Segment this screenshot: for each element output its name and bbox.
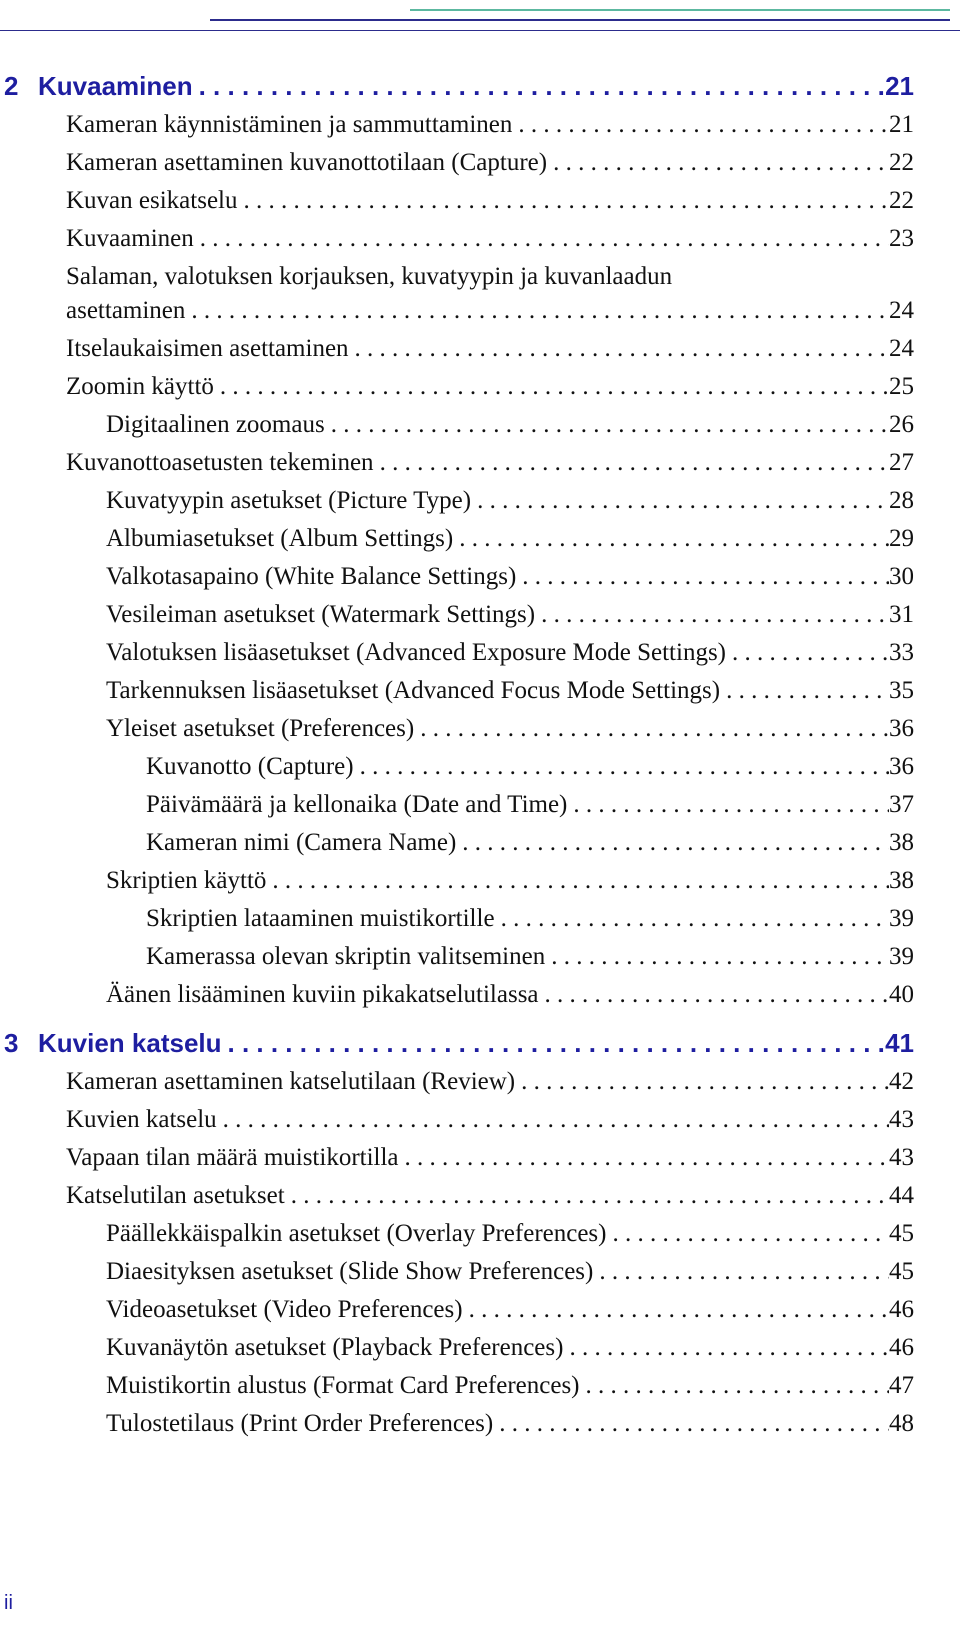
toc-entry-title: Kuvien katselu [66,1106,217,1133]
toc-entry-page: 45 [889,1220,914,1247]
toc-entry-page: 26 [889,411,914,438]
toc-entry[interactable] [106,1257,914,1287]
toc-entry-page: 37 [889,791,914,818]
toc-entry-title: Kuvanottoasetusten tekeminen [66,449,374,476]
toc-entry-page: 36 [889,753,914,780]
toc-entry-page: 44 [889,1182,914,1209]
toc-entry[interactable] [106,524,914,554]
toc-entry-page: 29 [889,525,914,552]
toc-entry-title: Valkotasapaino (White Balance Settings) [106,563,517,590]
toc-entry-title: Vesileiman asetukset (Watermark Settings) [106,601,536,628]
dot-leader [580,1371,889,1401]
toc-entry-page: 38 [889,829,914,856]
toc-entry-title: Kameran asettaminen kuvanottotilaan (Capture) [66,149,548,176]
toc-entry-title: Yleiset asetukset (Preferences) [106,715,415,742]
toc-entry[interactable] [106,1409,914,1439]
toc-entry-title: Videoasetukset (Video Preferences) [106,1296,463,1323]
dot-leader [547,148,889,178]
toc-entry[interactable] [146,904,914,934]
toc-entry[interactable] [106,676,914,706]
toc-entry[interactable] [146,942,914,972]
dot-leader [414,714,889,744]
toc-entry-title: Katselutilan asetukset [66,1182,285,1209]
toc-entry[interactable] [66,1105,914,1135]
dot-leader [563,1333,889,1363]
toc-entry-page: 43 [889,1106,914,1133]
toc-entry-page: 47 [889,1372,914,1399]
dot-leader [593,1257,889,1287]
toc-entry-title: Kuvaaminen [66,225,194,252]
dot-leader [285,1181,889,1211]
dot-leader [495,904,889,934]
dot-leader [471,486,889,516]
toc-entry[interactable] [106,1333,914,1363]
toc-entry-page: 30 [889,563,914,590]
dot-leader [217,1105,889,1135]
toc-entry-page: 48 [889,1410,914,1437]
toc-entry[interactable] [66,334,914,364]
toc-entry[interactable] [66,1067,914,1097]
dot-leader [456,828,889,858]
header-rule-green [410,9,950,11]
dot-leader [214,372,889,402]
dot-leader [539,980,889,1010]
dot-leader [545,942,889,972]
dot-leader [493,1409,889,1439]
toc-entry[interactable] [66,372,914,402]
dot-leader [516,562,889,592]
dot-leader [607,1219,890,1249]
toc-entry-title: Kameran asettaminen katselutilaan (Review) [66,1068,516,1095]
header-rule-full [0,30,960,31]
dot-leader [720,676,889,706]
toc-entry-title: Kuvatyypin asetukset (Picture Type) [106,487,472,514]
toc-entry-title: Kuvanäytön asetukset (Playback Preferences) [106,1334,564,1361]
dot-leader [237,186,889,216]
toc-entry-title-line1: Salaman, valotuksen korjauksen, kuvatyypin ja kuvanlaadun [66,263,673,290]
toc-entry[interactable] [146,790,914,820]
toc-entry[interactable] [66,448,914,478]
chapter-number: 2 [4,71,19,101]
dot-leader [453,524,889,554]
toc-entry[interactable] [66,296,914,326]
toc-entry-title: Skriptien käyttö [106,867,267,894]
toc-entry-page: 46 [889,1334,914,1361]
toc-entry[interactable] [66,186,914,216]
toc-entry-page: 43 [889,1144,914,1171]
toc-entry-page: 24 [889,297,914,324]
toc-entry-title: Äänen lisääminen kuviin pikakatselutilassa [106,981,539,1008]
dot-leader [399,1143,889,1173]
toc-entry-title: Tarkennuksen lisäasetukset (Advanced Focus Mode Settings) [106,677,721,704]
dot-leader [515,1067,889,1097]
chapter-title: Kuvien katselu [38,1028,222,1058]
header-rule-blue [210,19,950,21]
dot-leader [512,110,889,140]
toc-entry-page: 36 [889,715,914,742]
dot-leader [349,334,889,364]
toc-entry[interactable] [66,1181,914,1211]
toc-entry[interactable] [146,752,914,782]
toc-entry-title: Diaesityksen asetukset (Slide Show Preferences) [106,1258,594,1285]
toc-entry-title: Itselaukaisimen asettaminen [66,335,349,362]
toc-entry-page: 27 [889,449,914,476]
toc-entry-title: Kameran käynnistäminen ja sammuttaminen [66,111,513,138]
toc-entry-page: 31 [889,601,914,628]
dot-leader [463,1295,889,1325]
dot-leader [266,866,889,896]
toc-entry[interactable] [146,828,914,858]
toc-entry[interactable] [106,866,914,896]
toc-entry[interactable] [106,562,914,592]
toc-entry-title: Päivämäärä ja kellonaika (Date and Time) [146,791,568,818]
toc-entry-page: 33 [889,639,914,666]
toc-entry-title: Kameran nimi (Camera Name) [146,829,457,856]
toc-entry-page: 25 [889,373,914,400]
toc-entry-page: 22 [889,187,914,214]
dot-leader [325,410,889,440]
toc-entry[interactable] [106,638,914,668]
toc-entry[interactable] [106,714,914,744]
toc-entry-page: 39 [889,905,914,932]
toc-entry-page: 45 [889,1258,914,1285]
toc-entry[interactable] [106,1295,914,1325]
toc-entry[interactable] [66,1143,914,1173]
toc-entry-page: 24 [889,335,914,362]
toc-entry[interactable] [106,600,914,630]
dot-leader [374,448,889,478]
dot-leader [222,1028,886,1058]
toc-entry[interactable] [66,224,914,254]
toc-entry-title: Vapaan tilan määrä muistikortilla [66,1144,399,1171]
toc-entry-page: 46 [889,1296,914,1323]
toc-entry-page: 38 [889,867,914,894]
toc-entry-page: 39 [889,943,914,970]
toc-entry-title: Kuvanotto (Capture) [146,753,354,780]
dot-leader [567,790,889,820]
toc-entry-title: Digitaalinen zoomaus [106,411,325,438]
chapter-page: 21 [885,71,914,101]
toc-entry-title: Kuvan esikatselu [66,187,238,214]
page-number: ii [4,1592,13,1614]
toc-entry[interactable] [106,1371,914,1401]
toc-entry-page: 23 [889,225,914,252]
toc-entry-title: Albumiasetukset (Album Settings) [106,525,454,552]
toc-entry-title: asettaminen [66,297,186,324]
toc-entry[interactable] [106,486,914,516]
dot-leader [354,752,889,782]
toc-entry[interactable] [66,148,914,178]
toc-entry-title: Päällekkäispalkin asetukset (Overlay Preferences) [106,1220,607,1247]
toc-entry-title: Kamerassa olevan skriptin valitseminen [146,943,546,970]
toc-entry-page: 22 [889,149,914,176]
toc-entry-page: 21 [889,111,914,138]
dot-leader [193,71,885,101]
toc-entry-title: Skriptien lataaminen muistikortille [146,905,495,932]
dot-leader [726,638,889,668]
chapter-number: 3 [4,1028,19,1058]
toc-entry[interactable] [106,1219,914,1249]
dot-leader [185,296,889,326]
toc-entry-title: Zoomin käyttö [66,373,214,400]
toc-entry-page: 35 [889,677,914,704]
toc-entry[interactable] [106,980,914,1010]
toc-entry-title: Muistikortin alustus (Format Card Preferences) [106,1372,580,1399]
toc-entry[interactable] [66,110,914,140]
toc-chapter-2[interactable] [4,71,914,101]
toc-entry-title: Valotuksen lisäasetukset (Advanced Exposure Mode Settings) [106,639,727,666]
toc-entry-title: Tulostetilaus (Print Order Preferences) [106,1410,494,1437]
dot-leader [194,224,889,254]
dot-leader [535,600,889,630]
toc-entry[interactable] [106,410,914,440]
toc-entry-page: 42 [889,1068,914,1095]
toc-entry-page: 28 [889,487,914,514]
chapter-page: 41 [885,1028,914,1058]
toc-chapter-3[interactable] [4,1028,914,1058]
toc-entry-page: 40 [889,981,914,1008]
chapter-title: Kuvaaminen [38,71,193,101]
